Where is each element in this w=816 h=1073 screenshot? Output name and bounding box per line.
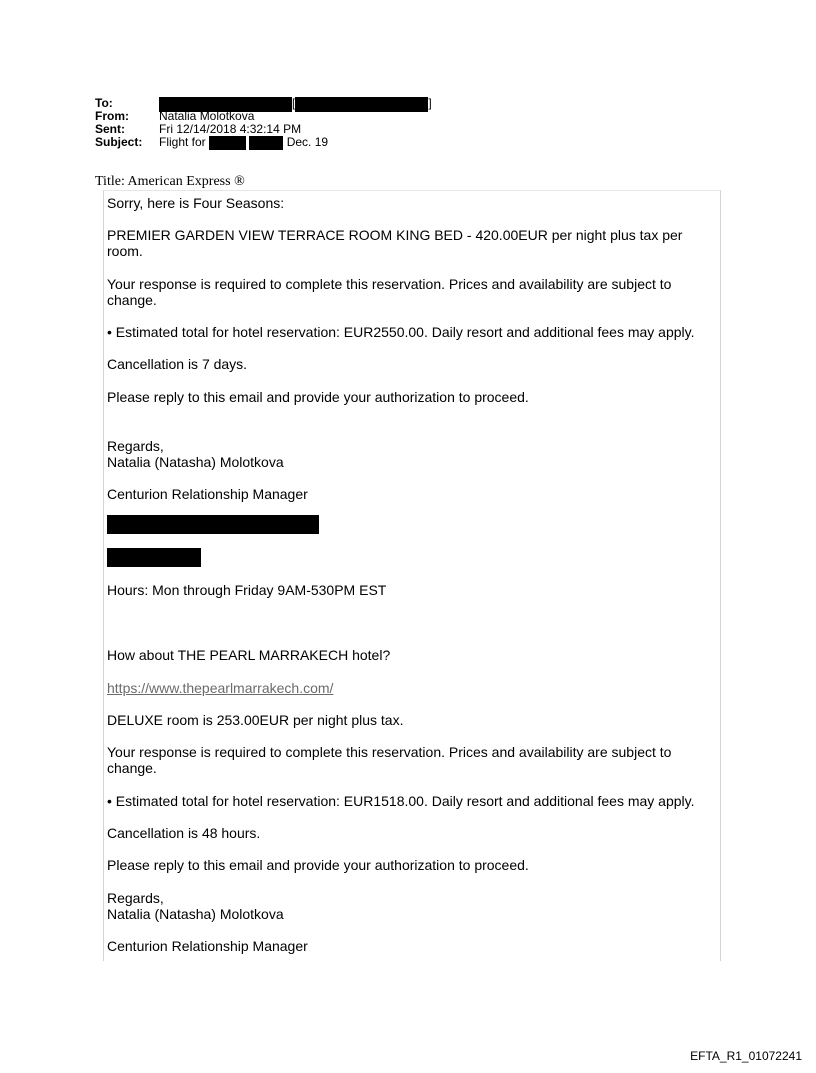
from-label: From: [95, 109, 129, 123]
pearl-question-text: How about THE PEARL MARRAKECH hotel? [107, 647, 391, 663]
to-bracket-close: ] [428, 96, 432, 110]
subject-label: Subject: [95, 135, 143, 149]
office-hours-text: Hours: Mon through Friday 9AM-530PM EST [107, 582, 387, 598]
cancellation-text: Cancellation is 7 days. [107, 356, 248, 372]
signature-name: Natalia (Natasha) Molotkova [107, 454, 284, 470]
signature-name: Natalia (Natasha) Molotkova [107, 906, 284, 922]
pearl-website-link[interactable]: https://www.thepearlmarrakech.com/ [107, 680, 334, 696]
redaction-block [295, 97, 428, 112]
cancellation-text: Cancellation is 48 hours. [107, 825, 261, 841]
sent-label: Sent: [95, 122, 125, 136]
signature-role: Centurion Relationship Manager [107, 938, 308, 954]
redaction-block [249, 136, 283, 150]
subject-value [159, 136, 328, 150]
estimate-text: • Estimated total for hotel reservation: EUR2550.00. Daily resort and additional fees may apply. [107, 324, 695, 340]
redaction-block [107, 515, 319, 534]
response-required-text: Your response is required to complete this reservation. Prices and availability are subject to change. [107, 744, 672, 776]
subject-suffix: Dec. 19 [286, 135, 329, 149]
regards-text: Regards, [107, 890, 164, 906]
intro-text: Sorry, here is Four Seasons: [107, 195, 285, 211]
room-offer-text: DELUXE room is 253.00EUR per night plus tax. [107, 712, 404, 728]
redaction-block [209, 136, 246, 150]
regards-text: Regards, [107, 438, 164, 454]
sent-value: Fri 12/14/2018 4:32:14 PM [159, 122, 302, 136]
redaction-block [107, 548, 201, 567]
to-label: To: [95, 96, 113, 110]
response-required-text: Your response is required to complete this reservation. Prices and availability are subject to change. [107, 276, 672, 308]
reply-request-text: Please reply to this email and provide your authorization to proceed. [107, 389, 529, 405]
room-offer-text: PREMIER GARDEN VIEW TERRACE ROOM KING BED - 420.00EUR per night plus tax per room. [107, 227, 683, 259]
reply-request-text: Please reply to this email and provide your authorization to proceed. [107, 857, 529, 873]
signature-role: Centurion Relationship Manager [107, 486, 308, 502]
page-title: Title: American Express ® [95, 174, 245, 189]
from-value: Natalia Molotkova [159, 109, 255, 123]
estimate-text: • Estimated total for hotel reservation: EUR1518.00. Daily resort and additional fees may apply. [107, 793, 695, 809]
document-id: EFTA_R1_01072241 [690, 1049, 802, 1063]
subject-prefix: Flight for [159, 135, 206, 149]
to-bracket-open: [ [292, 96, 296, 110]
